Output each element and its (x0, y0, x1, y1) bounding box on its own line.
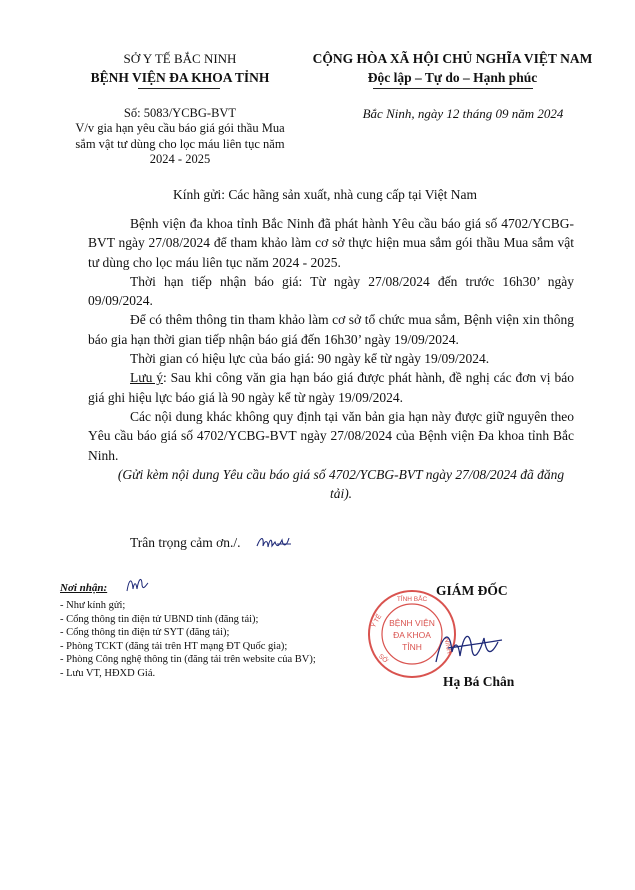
stamp-ring-top: TỈNH BẮC (396, 596, 428, 603)
stamp-ring-left: Y TẾ (370, 613, 384, 630)
recipients-title: Nơi nhận: (60, 582, 108, 594)
stamp-center-line3: TỈNH (402, 642, 422, 652)
initial-signature-icon (255, 532, 295, 554)
issue-date: Bắc Ninh, ngày 12 tháng 09 năm 2024 (362, 106, 564, 121)
recipients-list (60, 599, 370, 680)
stamp-ring-right: NINH (442, 637, 453, 655)
recipient-item: - Cổng thông tin điện tử SYT (đăng tải); (60, 627, 230, 638)
recipient-item: - Phòng Công nghệ thông tin (đăng tải trên website của BV); (60, 654, 316, 665)
department-name: SỞ Y TẾ BẮC NINH (123, 51, 237, 66)
stamp-ring-bottom: SỞ (376, 652, 390, 665)
body-paragraph: Thời hạn tiếp nhận báo giá: Từ ngày 27/08/2024 đến trước 16h30’ ngày 09/09/2024. (88, 273, 574, 309)
recipient-item: - Phòng TCKT (đăng tải trên HT mạng ĐT Quốc gia); (60, 640, 288, 652)
body-paragraph: Các nội dung khác không quy định tại văn bản gia hạn này được giữ nguyên theo Yêu cầu báo giá số 4702/YCBG-BVT ngày 27/08/2024 của Bệnh viện Đa khoa tỉnh Bắc Ninh. (88, 408, 574, 463)
header-divider-left (138, 88, 220, 89)
national-motto: Độc lập – Tự do – Hạnh phúc (367, 70, 538, 85)
signer-title: GIÁM ĐỐC (436, 583, 508, 598)
recipient-item: - Như kính gửi; (60, 600, 126, 611)
body-paragraph: Thời gian có hiệu lực của báo giá: 90 ngày kể từ ngày 19/09/2024. (130, 351, 490, 367)
letter-body (88, 214, 574, 503)
body-paragraph: Để có thêm thông tin tham khảo làm cơ sở tổ chức mua sắm, Bệnh viện xin thông báo gia hạn thời gian tiếp nhận báo giá đến 16h30’ ngày 19/09/2024. (88, 312, 574, 347)
recipient-item: - Lưu VT, HĐXD Giá. (60, 667, 156, 679)
document-number: Số: 5083/YCBG-BVT (123, 106, 237, 120)
document-subject: V/v gia hạn yêu cầu báo giá gói thầu Mua sắm vật tư dùng cho lọc máu liên tục năm 2024 - 2025 (75, 121, 285, 166)
hospital-name: BỆNH VIỆN ĐA KHOA TỈNH (90, 70, 270, 85)
signer-name: Hạ Bá Chân (443, 674, 515, 689)
body-paragraph-note (88, 368, 574, 407)
body-paragraph: Bệnh viện đa khoa tỉnh Bắc Ninh đã phát hành Yêu cầu báo giá số 4702/YCBG-BVT ngày 27/08/2024 để tham khảo làm cơ sở thực hiện mua sắm gói thầu Mua sắm vật tư dùng cho lọc máu liên tục năm 2024 - 2025. (88, 216, 574, 270)
national-title: CỘNG HÒA XÃ HỘI CHỦ NGHĨA VIỆT NAM (312, 51, 593, 66)
attachment-note: (Gửi kèm nội dung Yêu cầu báo giá số 4702/YCBG-BVT ngày 27/08/2024 đã đăng tải). (117, 466, 565, 502)
note-text: : Sau khi công văn gia hạn báo giá được phát hành, đề nghị các đơn vị báo giá ghi hiệu lực báo giá là 90 ngày kể từ ngày 19/09/2024. (88, 370, 574, 405)
greeting-line: Kính gửi: Các hãng sản xuất, nhà cung cấp tại Việt Nam (173, 187, 477, 202)
note-label: Lưu ý (130, 370, 163, 386)
closing-line: Trân trọng cảm ơn./. (130, 535, 241, 550)
recipient-initial-icon (124, 573, 150, 595)
stamp-center-line2: ĐA KHOA (393, 630, 431, 640)
stamp-center-line1: BỆNH VIỆN (389, 618, 435, 628)
recipient-item: - Cổng thông tin điện tử UBND tỉnh (đăng tải); (60, 613, 259, 625)
header-divider-right (373, 88, 533, 89)
director-signature-icon (428, 622, 508, 674)
